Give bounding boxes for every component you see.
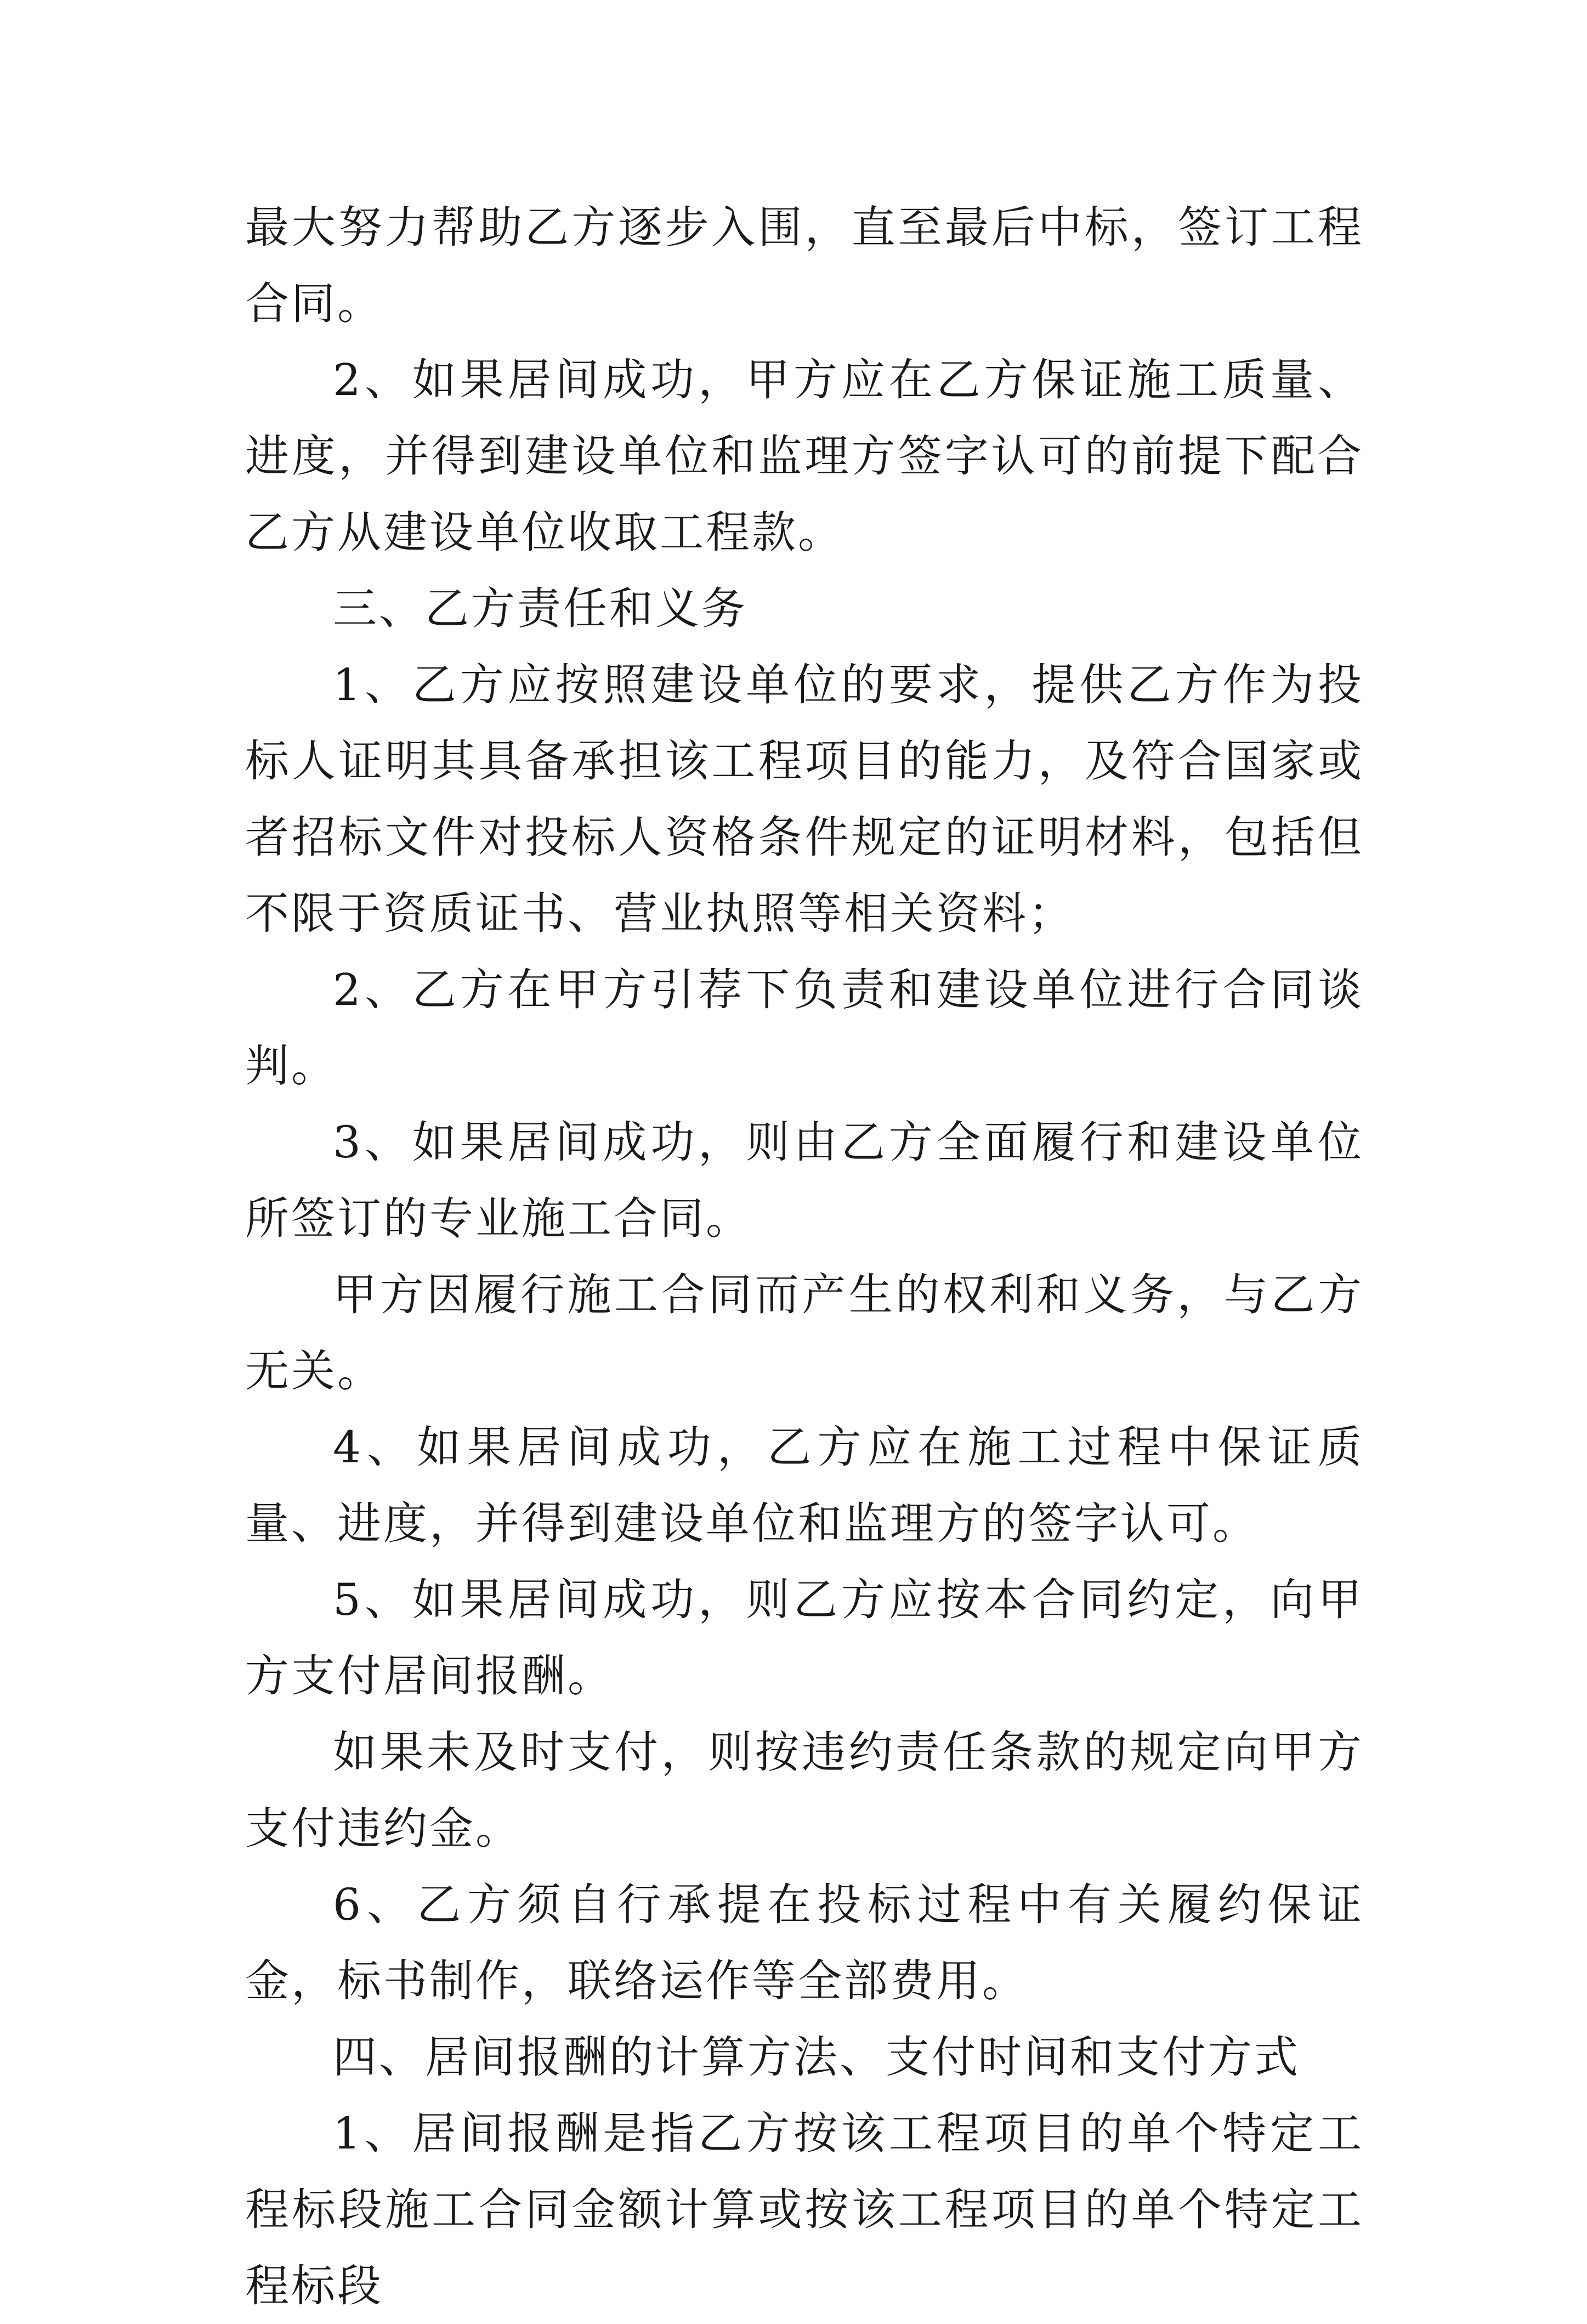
paragraph-clause-2-2: 2、如果居间成功，甲方应在乙方保证施工质量、进度，并得到建设单位和监理方签字认可的前提下配合乙方从建设单位收取工程款。 <box>245 354 1364 558</box>
paragraph-clause-3-6: 6、乙方须自行承提在投标过程中有关履约保证金，标书制作，联络运作等全部费用。 <box>245 1879 1364 2006</box>
paragraph-clause-3-5-note: 如果未及时支付，则按违约责任条款的规定向甲方支付违约金。 <box>245 1727 1364 1854</box>
paragraph-clause-3-2: 2、乙方在甲方引荐下负责和建设单位进行合同谈判。 <box>245 964 1364 1092</box>
paragraph-clause-3-3-note: 甲方因履行施工合同而产生的权利和义务，与乙方无关。 <box>245 1269 1364 1396</box>
section-heading-4: 四、居间报酬的计算方法、支付时间和支付方式 <box>333 2032 1300 2083</box>
paragraph-clause-4-1: 1、居间报酬是指乙方按该工程项目的单个特定工程标段施工合同金额计算或按该工程项目的单个特定工程标段 <box>245 2108 1364 2311</box>
paragraph-clause-3-3: 3、如果居间成功，则由乙方全面履行和建设单位所签订的专业施工合同。 <box>245 1117 1364 1244</box>
paragraph-clause-3-4: 4、如果居间成功，乙方应在施工过程中保证质量、进度，并得到建设单位和监理方的签字认可。 <box>245 1422 1364 1549</box>
document-body <box>245 189 1364 2324</box>
section-heading-3: 三、乙方责任和义务 <box>333 583 747 634</box>
paragraph-clause-3-5: 5、如果居间成功，则乙方应按本合同约定，向甲方支付居间报酬。 <box>245 1574 1364 1701</box>
paragraph-continuation: 最大努力帮助乙方逐步入围，直至最后中标，签订工程合同。 <box>245 202 1364 329</box>
paragraph-clause-3-1: 1、乙方应按照建设单位的要求，提供乙方作为投标人证明其具备承担该工程项目的能力，及符合国家或者招标文件对投标人资格条件规定的证明材料，包括但不限于资质证书、营业执照等相关资料； <box>245 659 1364 939</box>
